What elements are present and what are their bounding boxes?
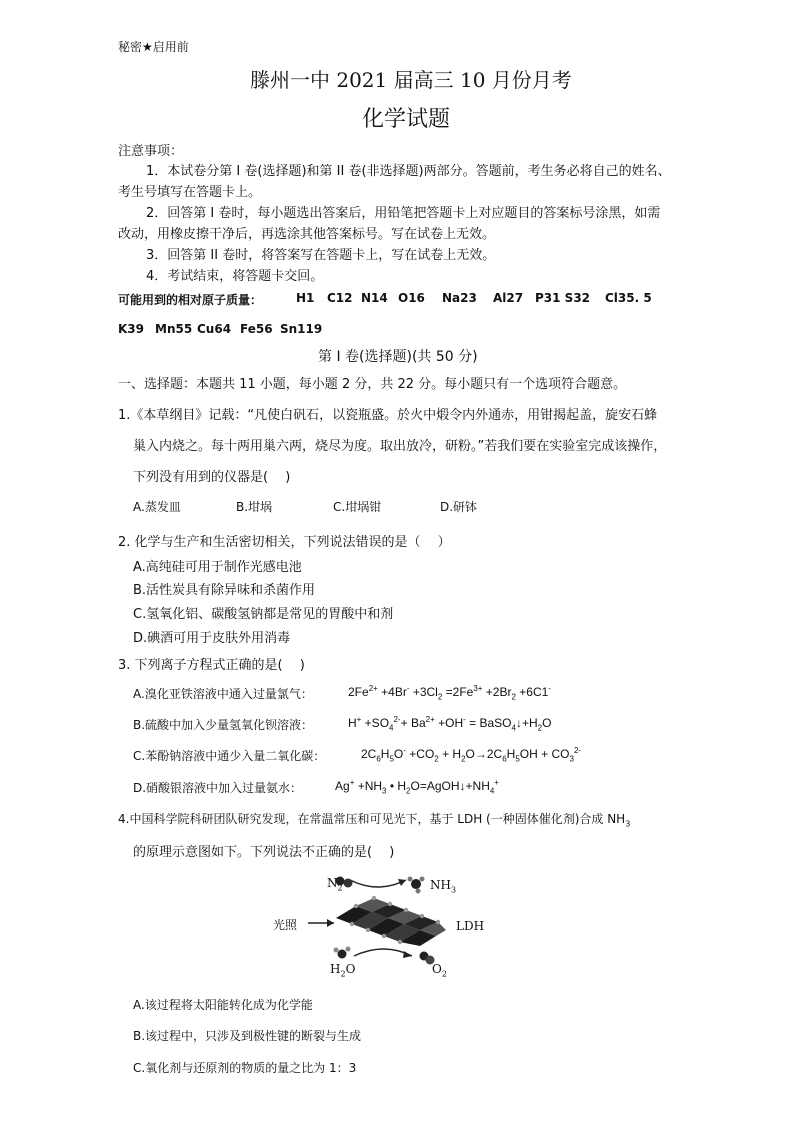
atomic-mass: Na23 — [442, 291, 477, 305]
q3-option-b-text: B.硫酸中加入少量氢氧化钡溶液： — [133, 718, 314, 732]
q1-stem-line: 1.《本草纲目》记载：“凡使白矾石，以瓷瓶盛。於火中煅令内外通赤，用钳揭起盖，旋安石蜂 — [118, 408, 658, 423]
label-h2o: $H_2O$ — [330, 962, 356, 979]
q3-option-a-text: A.溴化亚铁溶液中通入过量氯气： — [133, 687, 313, 701]
atomic-mass: Mn55 — [155, 322, 193, 336]
ldh-lattice-icon — [336, 896, 446, 946]
q1-option-c: C.坩埚钳 — [333, 500, 382, 514]
section-instruction: 一、选择题：本题共 11 小题，每小题 2 分，共 22 分。每小题只有一个选项符合题意。 — [118, 377, 627, 392]
q2-option-b: B.活性炭具有除异味和杀菌作用 — [133, 583, 316, 598]
label-nh3: $NH_3$ — [430, 878, 457, 895]
q2-option-c: C.氢氧化铝、碳酸氢钠都是常见的胃酸中和剂 — [133, 607, 394, 622]
label-ldh: LDH — [456, 919, 485, 933]
atomic-mass: Fe56 — [240, 322, 273, 336]
note-line: 考生号填写在答题卡上。 — [118, 185, 262, 200]
atomic-mass: C12 — [327, 291, 353, 305]
confidential-mark: 秘密★启用前 — [118, 40, 189, 54]
reaction-arrow-bottom — [354, 949, 412, 956]
q4-option-b: B.该过程中，只涉及到极性键的断裂与生成 — [133, 1029, 362, 1043]
atomic-mass: Sn119 — [280, 322, 323, 336]
atomic-mass-label: 可能用到的相对原子质量： — [118, 293, 263, 307]
note-line: 改动，用橡皮擦干净后，再选涂其他答案标号。写在试卷上无效。 — [118, 227, 496, 242]
notes-heading: 注意事项： — [118, 144, 184, 159]
q1-option-b: B.坩埚 — [236, 500, 273, 514]
nh3-molecule-icon — [411, 879, 421, 889]
label-o2: $O_2$ — [432, 962, 447, 979]
q3-option-a-equation: $2Fe^{2+} +4Br^- +3Cl_2 =2Fe^{3+} +2Br_2 +6C1^-$ — [348, 684, 551, 702]
atomic-mass: O16 — [398, 291, 425, 305]
q4-stem-line: 的原理示意图如下。下列说法不正确的是( ) — [133, 845, 395, 860]
q4-option-a: A.该过程将太阳能转化成为化学能 — [133, 998, 313, 1012]
q1-option-a: A.蒸发皿 — [133, 500, 181, 514]
note-line: 3．回答第 II 卷时，将答案写在答题卡上，写在试卷上无效。 — [146, 248, 496, 263]
note-line: 4．考试结束，将答题卡交回。 — [146, 269, 324, 284]
label-n2: $N_2$ — [327, 876, 343, 893]
q3-option-b-equation: $H^+ +SO_4^{2-}+ Ba^{2+} +OH^-$ = $BaSO_4↓+H_2O$ — [348, 715, 552, 733]
atomic-mass: P31 S32 — [535, 291, 591, 305]
q3-option-c-text: C.苯酚钠溶液中通少入量二氧化碳： — [133, 749, 326, 763]
exam-subtitle: 化学试题 — [362, 107, 451, 132]
exam-title: 滕州一中 2021 届高三 10 月份月考 — [250, 68, 572, 92]
note-line: 2．回答第 I 卷时，每小题选出答案后，用铅笔把答题卡上对应题目的答案标号涂黑，如需 — [146, 206, 661, 221]
q4-stem-line: 4.中国科学院科研团队研究发现，在常温常压和可见光下，基于 LDH (一种固体催化剂)合成 $NH_3$ — [118, 812, 631, 829]
q2-option-a: A.高纯硅可用于制作光感电池 — [133, 560, 302, 575]
q3-option-d-text: D.硝酸银溶液中加入过量氨水： — [133, 781, 303, 795]
q1-option-d: D.研钵 — [440, 500, 478, 514]
atomic-mass: N14 — [361, 291, 388, 305]
atomic-mass: Cu64 — [197, 322, 232, 336]
section-title: 第 I 卷(选择题)(共 50 分) — [318, 349, 478, 365]
q3-stem: 3. 下列离子方程式正确的是( ) — [118, 658, 305, 673]
label-light: 光照 — [273, 918, 298, 932]
q3-option-c-equation: $2C_6H_5O^- +CO_2 + H_2O\to 2C_6H_5OH + CO_3^{2-}$ — [361, 746, 582, 764]
atomic-mass: H1 — [296, 291, 315, 305]
q2-stem: 2. 化学与生产和生活密切相关，下列说法错误的是（ ） — [118, 535, 451, 550]
h2o-molecule-icon — [338, 950, 347, 959]
q3-option-d-equation: $Ag^+ +NH_3$ • $H_2O=AgOH↓+NH_4^+$ — [335, 778, 499, 796]
q1-stem-line: 下列没有用到的仪器是( ) — [133, 470, 291, 485]
note-line: 1．本试卷分第 I 卷(选择题)和第 II 卷(非选择题)两部分。答题前，考生务必将自己的姓名、 — [146, 164, 671, 179]
reaction-arrow-top — [350, 880, 406, 887]
q4-option-c: C.氧化剂与还原剂的物质的量之比为 1：3 — [133, 1061, 357, 1075]
atomic-mass: K39 — [118, 322, 144, 336]
atomic-mass: Cl35. 5 — [605, 291, 652, 305]
atomic-mass: Al27 — [493, 291, 524, 305]
q2-option-d: D.碘酒可用于皮肤外用消毒 — [133, 631, 291, 646]
q1-stem-line: 巢入内烧之。每十两用巢六两，烧尽为度。取出放冷，研粉。”若我们要在实验室完成该操作， — [133, 439, 667, 454]
